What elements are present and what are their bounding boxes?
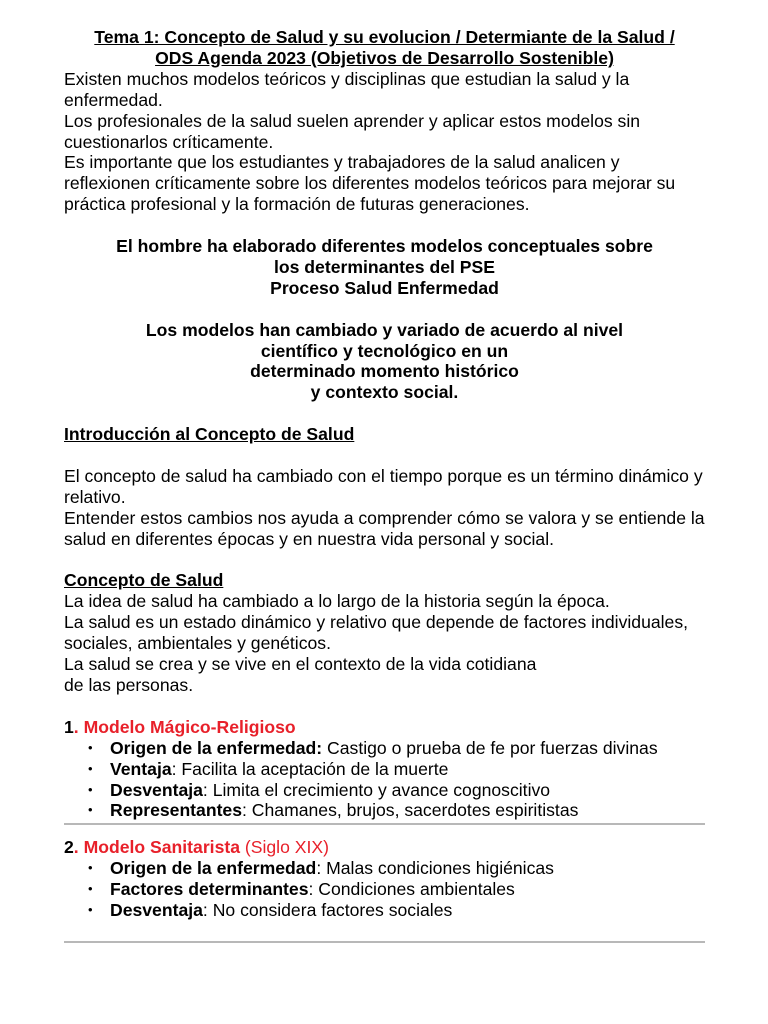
model-name: . Modelo Mágico-Religioso — [73, 716, 296, 737]
model-name: . Modelo Sanitarista — [73, 837, 240, 858]
model-heading — [64, 837, 705, 858]
model-heading — [64, 717, 705, 738]
list-item — [110, 780, 705, 801]
item-text: Castigo o prueba de fe por fuerzas divinas — [322, 737, 658, 758]
section-paragraph: La idea de salud ha cambiado a lo largo de la historia según la época. — [64, 591, 610, 612]
statement-line: El hombre ha elaborado diferentes modelos conceptuales sobre — [116, 236, 653, 257]
item-text: : Facilita la aceptación de la muerte — [171, 758, 449, 779]
statement-line: científico y tecnológico en un — [260, 340, 509, 361]
item-text: : Chamanes, brujos, sacerdotes espiritistas — [242, 800, 579, 821]
item-label: Representantes — [110, 800, 243, 821]
model-2-sanitarista — [64, 837, 705, 921]
intro-block — [64, 69, 705, 215]
section-introduction — [64, 424, 705, 549]
list-item — [110, 738, 705, 759]
horizontal-rule — [64, 941, 705, 943]
section-paragraph: La salud se crea y se vive en el contexto de la vida cotidiana — [64, 654, 537, 675]
statement-line: Los modelos han cambiado y variado de acuerdo al nivel — [145, 319, 624, 340]
item-label: Origen de la enfermedad — [110, 858, 317, 879]
item-label: Desventaja — [110, 900, 203, 921]
section-paragraph: de las personas. — [64, 675, 194, 696]
list-item — [110, 858, 705, 879]
section-paragraph: Entender estos cambios nos ayuda a comprender cómo se valora y se entiende la salud en diferentes épocas y en nuestra vida personal y social. — [64, 507, 705, 549]
title-line-2: ODS Agenda 2023 (Objetivos de Desarrollo Sostenible) — [155, 47, 614, 68]
title-line-1: Tema 1: Concepto de Salud y su evolucion / Determiante de la Salud / — [94, 27, 675, 47]
list-item — [110, 800, 705, 821]
list-item — [110, 900, 705, 921]
list-item — [110, 759, 705, 780]
item-text: : Malas condiciones higiénicas — [316, 858, 554, 879]
item-label: Desventaja — [110, 779, 203, 800]
statement-models-changed — [64, 320, 705, 404]
section-health-concept — [64, 570, 705, 695]
section-paragraph: La salud es un estado dinámico y relativo que depende de factores individuales, sociales, ambientales y genéticos. — [64, 612, 689, 654]
model-bullet-list — [64, 738, 705, 822]
statement-models-elaborated — [64, 236, 705, 299]
statement-line: y contexto social. — [310, 382, 459, 403]
item-label: Factores determinantes — [110, 879, 309, 900]
statement-line: Proceso Salud Enfermedad — [270, 277, 499, 298]
item-label: Ventaja — [110, 758, 172, 779]
item-text: : No considera factores sociales — [202, 900, 453, 921]
list-item — [110, 879, 705, 900]
model-1-magico-religioso — [64, 717, 705, 822]
statement-line: determinado momento histórico — [250, 361, 519, 382]
intro-paragraph: Es importante que los estudiantes y trabajadores de la salud analicen y reflexionen críticamente sobre los diferentes modelos teóricos para mejorar su práctica profesional y la formación de futuras generaciones. — [64, 152, 676, 215]
model-bullet-list — [64, 858, 705, 921]
section-heading: Concepto de Salud — [64, 570, 224, 591]
model-number: 1 — [64, 716, 74, 737]
intro-paragraph: Existen muchos modelos teóricos y disciplinas que estudian la salud y la enfermedad. — [64, 68, 630, 110]
model-period: (Siglo XIX) — [240, 837, 329, 858]
item-text: : Condiciones ambientales — [308, 879, 515, 900]
item-label: Origen de la enfermedad: — [110, 737, 323, 758]
horizontal-rule — [64, 823, 705, 825]
statement-line: los determinantes del PSE — [274, 256, 495, 277]
item-text: : Limita el crecimiento y avance cognoscitivo — [202, 779, 551, 800]
model-number: 2 — [64, 837, 74, 858]
section-heading: Introducción al Concepto de Salud — [64, 424, 355, 445]
intro-paragraph: Los profesionales de la salud suelen aprender y aplicar estos modelos sin cuestionarlos críticamente. — [64, 110, 641, 152]
section-paragraph: El concepto de salud ha cambiado con el tiempo porque es un término dinámico y relativo. — [64, 465, 703, 507]
document-title — [64, 27, 705, 69]
document-content — [64, 27, 705, 943]
